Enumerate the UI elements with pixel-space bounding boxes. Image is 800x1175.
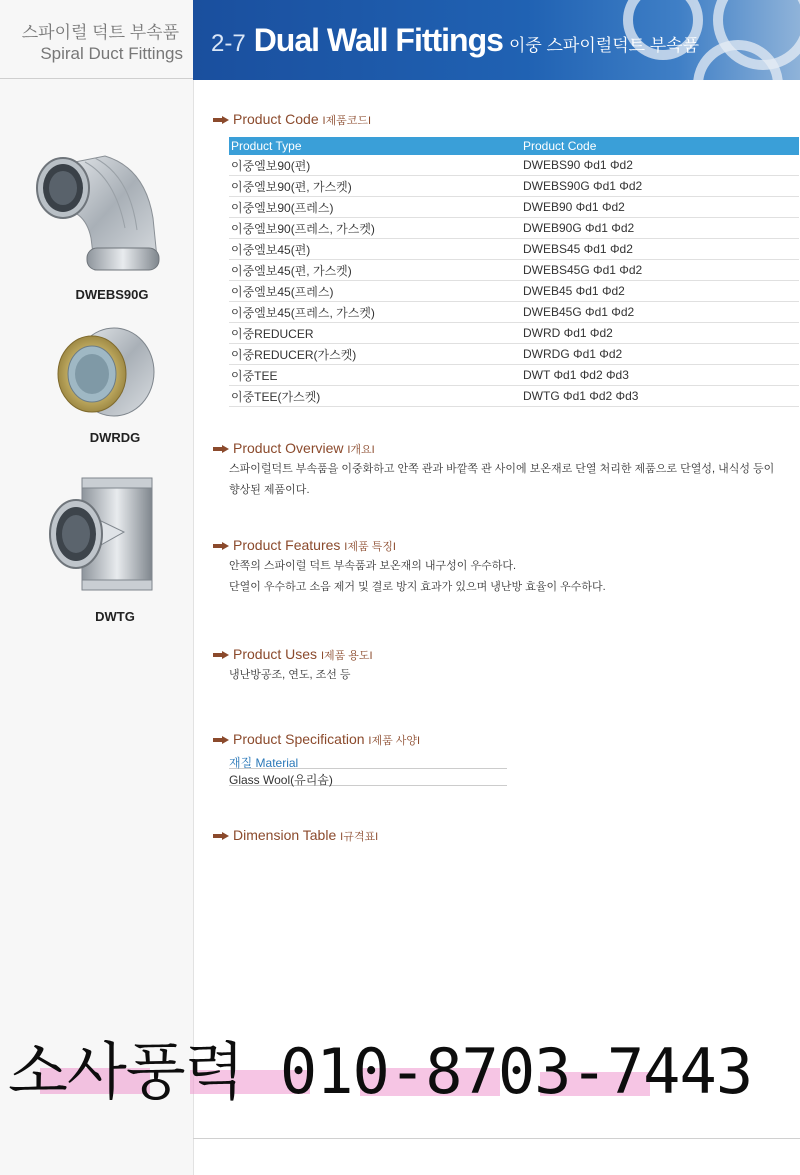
- reducer-fitting-icon: [52, 326, 156, 418]
- table-cell: 이중TEE(가스켓): [229, 386, 521, 407]
- table-row: [229, 386, 799, 407]
- table-cell: DWEB90G Φd1 Φd2: [521, 218, 799, 239]
- table-cell: 이중TEE: [229, 365, 521, 386]
- sidebar: [0, 0, 194, 1175]
- arrow-icon: [213, 537, 229, 545]
- arrow-icon: [213, 731, 229, 739]
- table-row: [229, 218, 799, 239]
- table-row: [229, 239, 799, 260]
- table-cell: DWTG Φd1 Φd2 Φd3: [521, 386, 799, 407]
- table-cell: DWEB45 Φd1 Φd2: [521, 281, 799, 302]
- table-cell: 이중엘보45(프레스, 가스켓): [229, 302, 521, 323]
- section-title-product-code: Product Code I제품코드I: [213, 111, 371, 128]
- table-cell: 이중엘보45(편): [229, 239, 521, 260]
- overview-text: 스파이럴덕트 부속품을 이중화하고 안쪽 관과 바깥쪽 관 사이에 보온재로 단열 처리한 제품으로 단열성, 내식성 등이 향상된 제품이다.: [229, 463, 775, 496]
- sidebar-title-ko: 스파이럴 덕트 부속품: [21, 23, 179, 42]
- section-title-overview: Product Overview I개요I: [213, 440, 375, 457]
- footer-divider: [193, 1138, 800, 1139]
- elbow-fitting-icon: [25, 148, 165, 278]
- sidebar-divider: [0, 78, 193, 79]
- product-label-dwrdg: DWRDG: [89, 430, 141, 445]
- table-cell: DWRDG Φd1 Φd2: [521, 344, 799, 365]
- sidebar-title-en: Spiral Duct Fittings: [40, 44, 183, 63]
- page-header: [193, 0, 800, 80]
- section-title-uses: Product Uses I제품 용도I: [213, 646, 373, 663]
- section-title-specification: Product Specification I제품 사양I: [213, 731, 420, 748]
- table-row: [229, 176, 799, 197]
- arrow-icon: [213, 111, 229, 119]
- header-title-ko: 이중 스파이럴덕트 부속품: [508, 36, 700, 55]
- table-header-row: [229, 137, 799, 155]
- uses-text: 냉난방공조, 연도, 조선 등: [229, 669, 351, 681]
- arrow-icon: [213, 440, 229, 448]
- table-cell: DWRD Φd1 Φd2: [521, 323, 799, 344]
- section-title-dimension: Dimension Table I규격표I: [213, 827, 378, 844]
- table-row: [229, 197, 799, 218]
- column-header: Product Code: [521, 137, 799, 155]
- arrow-icon: [213, 646, 229, 654]
- header-number: 2-7: [211, 30, 246, 57]
- table-row: [229, 281, 799, 302]
- table-cell: DWEBS90G Φd1 Φd2: [521, 176, 799, 197]
- table-cell: 이중엘보90(편): [229, 155, 521, 176]
- table-row: [229, 344, 799, 365]
- header-title: [211, 22, 699, 59]
- arrow-icon: [213, 827, 229, 835]
- header-title-en: Dual Wall Fittings: [253, 22, 503, 58]
- table-row: [229, 155, 799, 176]
- product-label-dwtg: DWTG: [95, 609, 135, 624]
- table-cell: DWT Φd1 Φd2 Φd3: [521, 365, 799, 386]
- table-cell: 이중엘보45(프레스): [229, 281, 521, 302]
- tee-fitting-icon: [44, 474, 164, 594]
- table-cell: DWEBS45G Φd1 Φd2: [521, 260, 799, 281]
- table-cell: 이중엘보90(프레스): [229, 197, 521, 218]
- table-cell: DWEBS90 Φd1 Φd2: [521, 155, 799, 176]
- column-header: Product Type: [229, 137, 521, 155]
- table-row: [229, 302, 799, 323]
- table-row: [229, 365, 799, 386]
- spec-material-value: Glass Wool(유리솜): [229, 771, 507, 786]
- product-code-table: [229, 137, 799, 407]
- table-cell: 이중엘보90(편, 가스켓): [229, 176, 521, 197]
- table-cell: DWEB45G Φd1 Φd2: [521, 302, 799, 323]
- table-cell: DWEBS45 Φd1 Φd2: [521, 239, 799, 260]
- table-cell: 이중엘보90(프레스, 가스켓): [229, 218, 521, 239]
- spec-material-header: 재질 Material: [229, 754, 507, 769]
- table-cell: DWEB90 Φd1 Φd2: [521, 197, 799, 218]
- table-row: [229, 260, 799, 281]
- features-text: 안쪽의 스파이럴 덕트 부속품과 보온재의 내구성이 우수하다. 단열이 우수하고 소음 제거 및 결로 방지 효과가 있으며 냉난방 효율이 우수하다.: [229, 560, 606, 593]
- table-cell: 이중엘보45(편, 가스켓): [229, 260, 521, 281]
- section-title-features: Product Features I제품 특징I: [213, 537, 396, 554]
- watermark-text: 소사풍력 010-8703-7443: [8, 1035, 753, 1108]
- table-cell: 이중REDUCER: [229, 323, 521, 344]
- table-cell: 이중REDUCER(가스켓): [229, 344, 521, 365]
- table-row: [229, 323, 799, 344]
- product-label-dwebs90g: DWEBS90G: [75, 287, 149, 302]
